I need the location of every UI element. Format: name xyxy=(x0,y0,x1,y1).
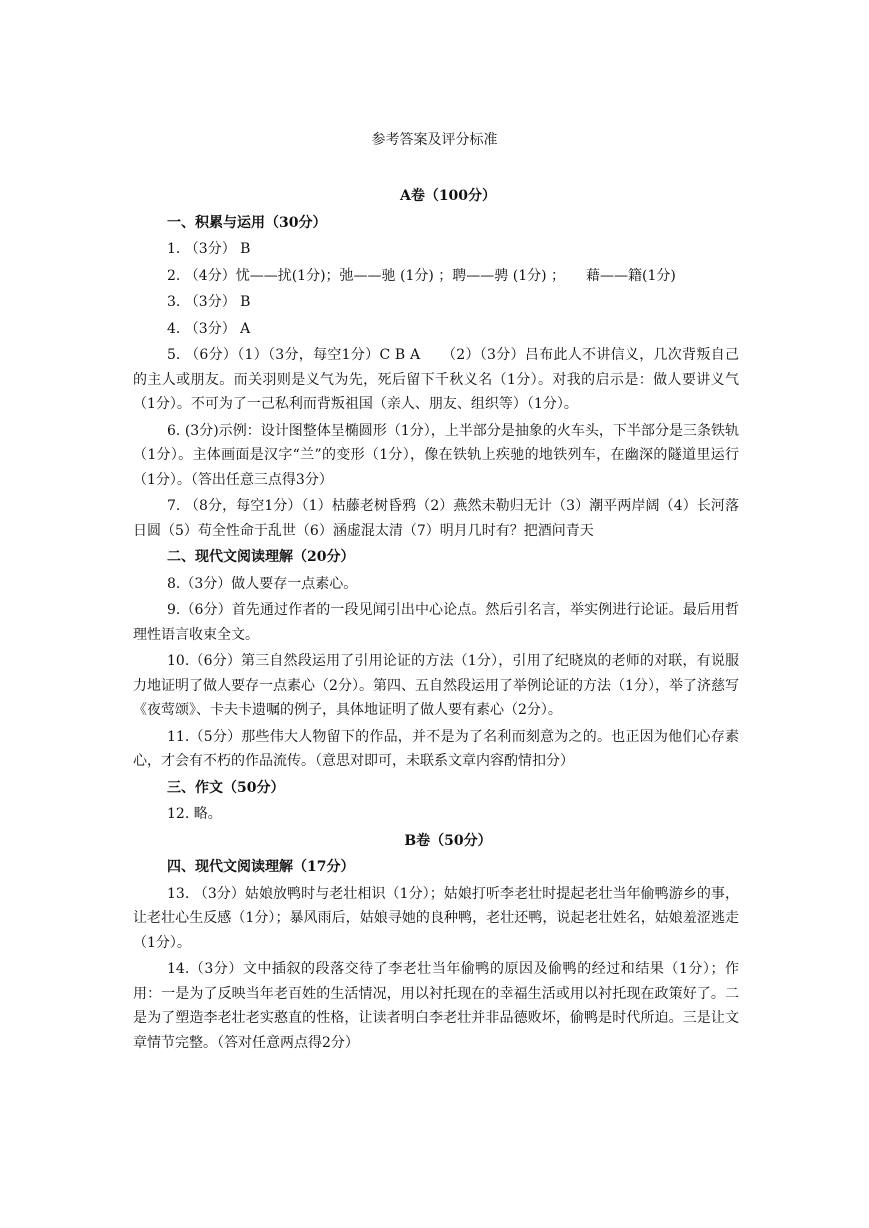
volume-b-heading: B卷（50分） xyxy=(404,832,492,849)
answer-item-13: 13. （3分）姑娘放鸭时与老壮相识（1分）；姑娘打听李老壮时提起老壮当年偷鸭游乡的事，让老壮心生反感（1分）；暴风雨后，姑娘寻她的良种鸭，老壮还鸭，说起老壮姓名，姑娘羞涩逃走（1分）。 xyxy=(133,885,739,951)
answer-item-3: 3. （3分） B xyxy=(167,294,251,310)
answer-item-7: 7. （8分，每空1分）（1）枯藤老树昏鸦（2）燕然未勒归无计（3）潮平两岸阔（4）长河落日圆（5）苟全性命于乱世（6）涵虚混太清（7）明月几时有？把酒问青天 xyxy=(133,498,739,539)
section-heading-3: 三、作文（50分） xyxy=(167,779,285,796)
answer-item-2: 2. （4分）忧——扰(1分)；弛——驰 (1分) ；聘——骋 (1分) ； 藉——籍(1分) xyxy=(167,267,676,284)
section-heading-1: 一、积累与运用（30分） xyxy=(167,214,327,231)
answer-item-5: 5. （6分）（1）（3分，每空1分）C B A （2）（3分）吕布此人不讲信义，几次背叛自己的主人或朋友。而关羽则是义气为先，死后留下千秋义名（1分）。对我的启示是：做人要讲义气（1分）。不可为了一己私利而背叛祖国（亲人、朋友、组织等）（1分）。 xyxy=(133,347,739,412)
section-heading-2: 二、现代文阅读理解（20分） xyxy=(167,549,355,565)
volume-a-heading: A卷（100分） xyxy=(399,188,497,204)
answer-item-9: 9.（6分）首先通过作者的一段见闻引出中心论点。然后引名言，举实例进行论证。最后用哲理性语言收束全文。 xyxy=(133,602,739,643)
answer-item-6: 6. (3分)示例：设计图整体呈椭圆形（1分），上半部分是抽象的火车头，下半部分是三条铁轨（1分）。主体画面是汉字“兰”的变形（1分），像在铁轨上疾驰的地铁列车，在幽深的隧道里运行（1分）。（答出任意三点得3分） xyxy=(133,422,739,488)
answer-content xyxy=(133,184,739,1057)
answer-item-4: 4. （3分） A xyxy=(167,320,251,337)
answer-item-8: 8.（3分）做人要存一点素心。 xyxy=(167,575,358,592)
answer-item-11: 11.（5分）那些伟大人物留下的作品，并不是为了名利而刻意为之的。也正因为他们心存素心，才会有不朽的作品流传。（意思对即可，未联系文章内容酌情扣分） xyxy=(133,728,739,769)
section-heading-4: 四、现代文阅读理解（17分） xyxy=(167,859,355,875)
answer-item-10: 10.（6分）第三自然段运用了引用论证的方法（1分），引用了纪晓岚的老师的对联，有说服力地证明了做人要存一点素心（2分）。第四、五自然段运用了举例论证的方法（1分），举了济慈写《夜莺颂》、卡夫卡遗嘱的例子，具体地证明了做人要有素心（2分）。 xyxy=(133,653,739,718)
answer-item-1: 1. （3分） B xyxy=(167,241,251,257)
answer-item-12: 12. 略。 xyxy=(167,806,222,822)
answer-item-14: 14.（3分）文中插叙的段落交待了李老壮当年偷鸭的原因及偷鸭的经过和结果（1分）；作用：一是为了反映当年老百姓的生活情况，用以衬托现在的幸福生活或用以衬托现在政策好了。二是为了塑造李老壮老实憨直的性格，让读者明白李老壮并非品德败坏，偷鸭是时代所迫。三是让文章情节完整。（答对任意两点得2分） xyxy=(133,961,739,1051)
document-title: 参考答案及评分标准 xyxy=(371,132,498,148)
